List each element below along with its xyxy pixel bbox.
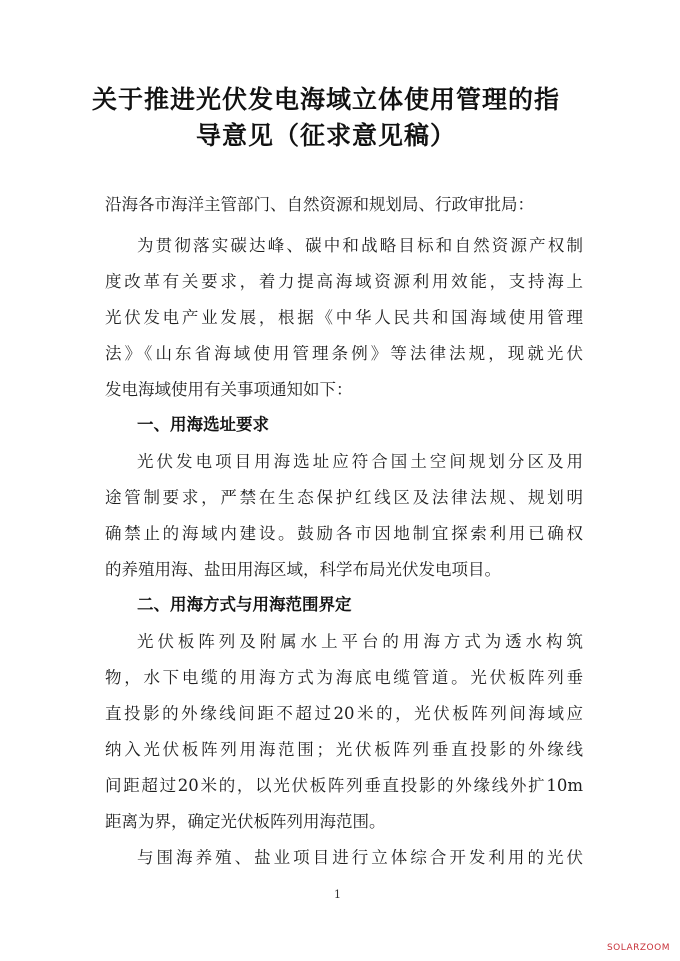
section-1-line-4: 的养殖用海、盐田用海区域，科学布局光伏发电项目。 <box>105 560 501 579</box>
intro-line-3: 光伏发电产业发展，根据《中华人民共和国海域使用管理 <box>105 308 583 327</box>
page-number: 1 <box>334 888 341 901</box>
document-title-line-2: 导意见（征求意见稿） <box>196 121 457 150</box>
recipients-line: 沿海各市海洋主管部门、自然资源和规划局、行政审批局： <box>105 195 534 214</box>
section-2-line-5: 间距超过20米的，以光伏板阵列垂直投影的外缘线外扩10m <box>105 776 583 795</box>
document-title-line-1: 关于推进光伏发电海域立体使用管理的指 <box>92 85 561 114</box>
section-2-line-3: 直投影的外缘线间距不超过20米的，光伏板阵列间海域应 <box>105 704 583 723</box>
section-1-line-1: 光伏发电项目用海选址应符合国土空间规划分区及用 <box>137 452 583 471</box>
intro-line-1: 为贯彻落实碳达峰、碳中和战略目标和自然资源产权制 <box>137 236 583 255</box>
section-1-line-3: 确禁止的海域内建设。鼓励各市因地制宜探索利用已确权 <box>105 524 583 543</box>
intro-line-5: 发电海域使用有关事项通知如下： <box>105 380 353 399</box>
watermark-logo: SOLARZOOM <box>606 943 670 953</box>
section-2-heading: 二、用海方式与用海范围界定 <box>137 595 352 614</box>
section-2-line-2: 物，水下电缆的用海方式为海底电缆管道。光伏板阵列垂 <box>105 668 583 687</box>
section-2-line-4: 纳入光伏板阵列用海范围；光伏板阵列垂直投影的外缘线 <box>105 740 583 759</box>
section-2-last-line: 与围海养殖、盐业项目进行立体综合开发利用的光伏 <box>137 848 583 867</box>
section-2-line-6: 距离为界，确定光伏板阵列用海范围。 <box>105 812 386 831</box>
section-1-line-2: 途管制要求，严禁在生态保护红线区及法律法规、规划明 <box>105 488 583 507</box>
intro-line-4: 法》《山东省海域使用管理条例》等法律法规，现就光伏 <box>105 344 583 363</box>
section-1-heading: 一、用海选址要求 <box>137 415 269 434</box>
intro-line-2: 度改革有关要求，着力提高海域资源利用效能，支持海上 <box>105 272 583 291</box>
section-2-line-1: 光伏板阵列及附属水上平台的用海方式为透水构筑 <box>137 632 583 651</box>
